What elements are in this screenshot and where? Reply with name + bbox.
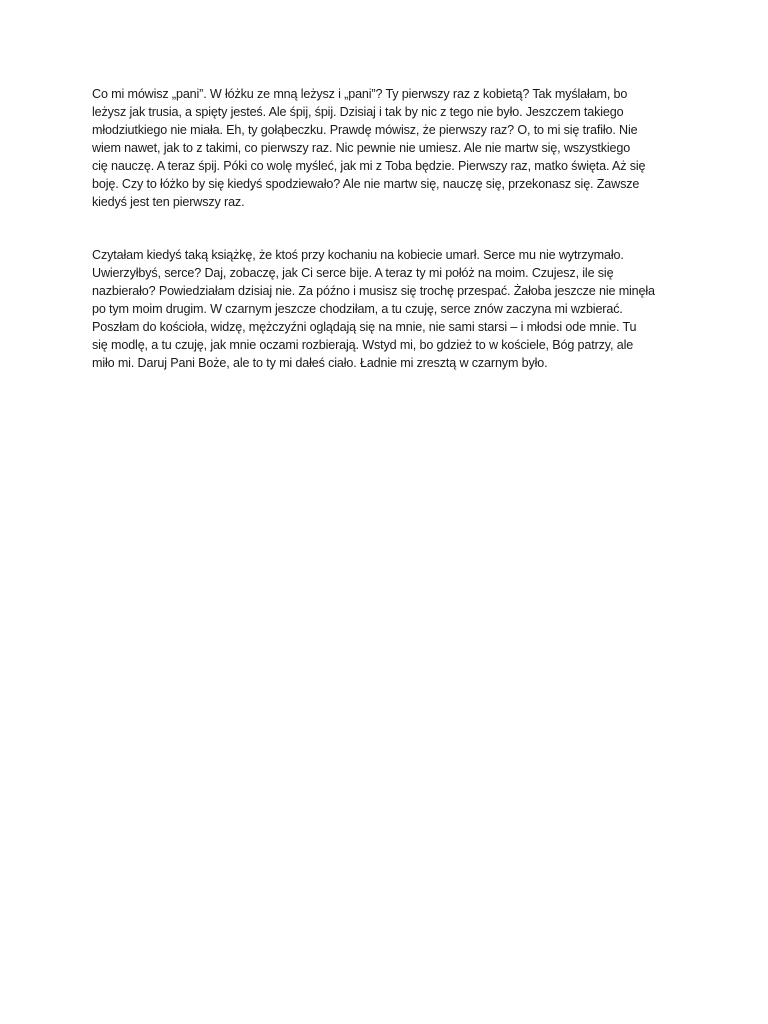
text-line: Poszłam do kościoła, widzę, mężczyźni oglądają się na mnie, nie sami starsi – i młodsi ode mnie. Tu — [92, 320, 637, 334]
text-line: wiem nawet, jak to z takimi, co pierwszy raz. Nic pewnie nie umiesz. Ale nie martw się, wszystkiego — [92, 141, 631, 155]
text-line: nazbierało? Powiedziałam dzisiaj nie. Za późno i musisz się trochę przespać. Żałoba jeszcze nie minęła — [92, 284, 655, 298]
text-line: Czytałam kiedyś taką książkę, że ktoś przy kochaniu na kobiecie umarł. Serce mu nie wytrzymało. — [92, 248, 624, 262]
text-line: kiedyś jest ten pierwszy raz. — [92, 195, 245, 209]
text-line: Co mi mówisz „pani”. W łóżku ze mną leżysz i „pani”? Ty pierwszy raz z kobietą? Tak myślałam, bo — [92, 87, 628, 101]
paragraph-2 — [92, 246, 692, 372]
text-line: boję. Czy to łóżko by się kiedyś spodziewało? Ale nie martw się, nauczę się, przekonasz się. Zawsze — [92, 177, 640, 191]
text-line: młodziutkiego nie miała. Eh, ty gołąbeczku. Prawdę mówisz, że pierwszy raz? O, to mi się trafiło. Nie — [92, 123, 638, 137]
text-line: Uwierzyłbyś, serce? Daj, zobaczę, jak Ci serce bije. A teraz ty mi połóż na moim. Czujesz, ile się — [92, 266, 614, 280]
text-line: się modlę, a tu czuję, jak mnie oczami rozbierają. Wstyd mi, bo gdzież to w kościele, Bóg patrzy, ale — [92, 338, 634, 352]
text-line: cię nauczę. A teraz śpij. Póki co wolę myśleć, jak mi z Toba będzie. Pierwszy raz, matko święta. Aż się — [92, 159, 646, 173]
text-line: po tym moim drugim. W czarnym jeszcze chodziłam, a tu czuję, serce znów zaczyna mi wzbierać. — [92, 302, 623, 316]
paragraph-1 — [92, 85, 692, 211]
text-line: miło mi. Daruj Pani Boże, ale to ty mi dałeś ciało. Ładnie mi zresztą w czarnym było. — [92, 356, 548, 370]
text-line: leżysz jak trusia, a spięty jesteś. Ale śpij, śpij. Dzisiaj i tak by nic z tego nie było. Jeszczem takiego — [92, 105, 624, 119]
